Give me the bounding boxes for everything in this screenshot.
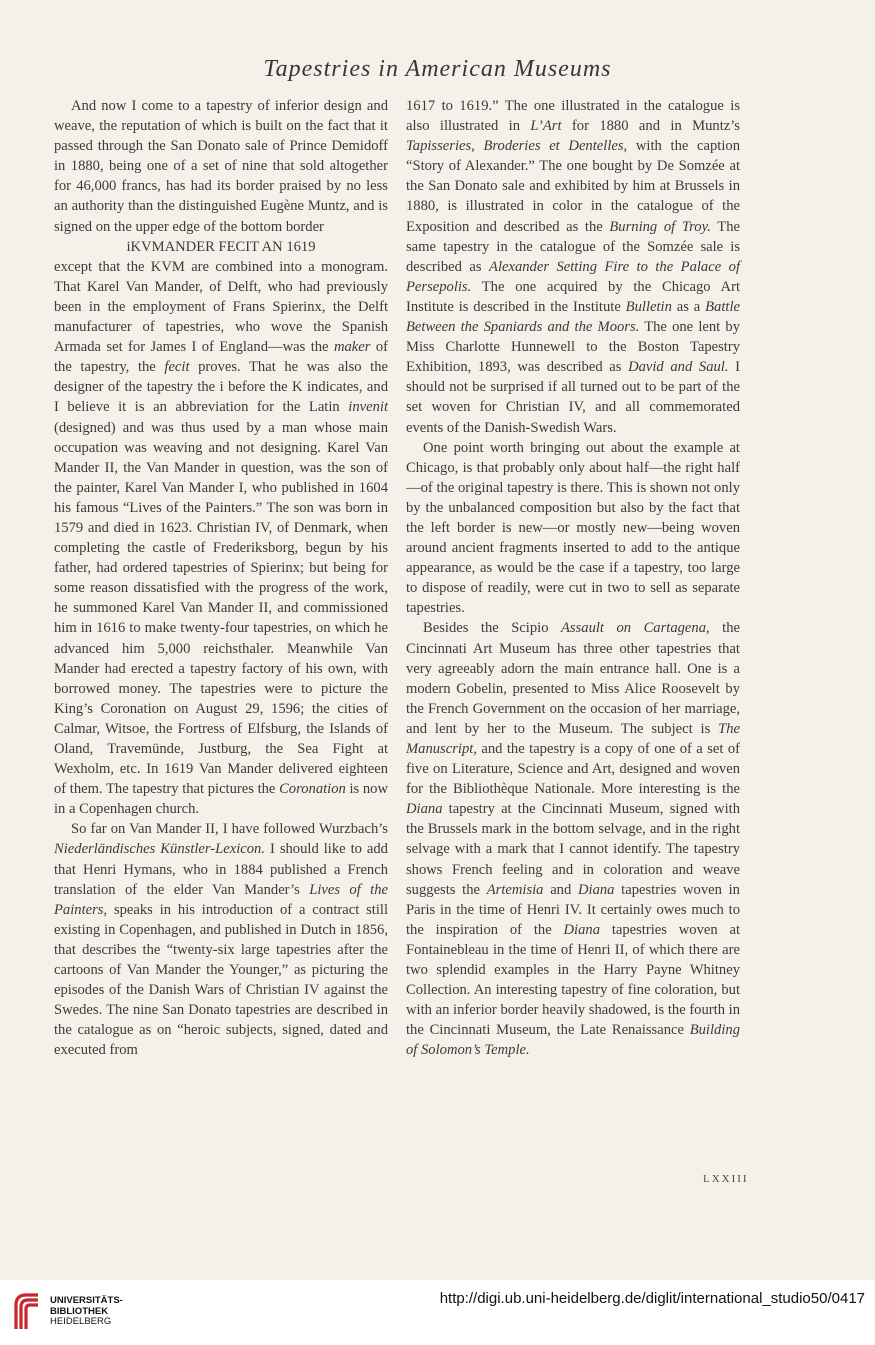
library-name: UNIVERSITÄTS- BIBLIOTHEK HEIDELBERG	[50, 1295, 123, 1327]
source-url[interactable]: http://digi.ub.uni-heidelberg.de/diglit/international_studio50/0417	[439, 1290, 865, 1307]
library-logo-icon	[10, 1289, 42, 1333]
paragraph: 1617 to 1619.” The one illustrated in the catalogue is also illustrated in L’Art for 1880 and in Muntz’s Tapisseries, Broderies et Dentelles, with the caption “Story of Alexander.” The one bought by De Somzée at the San Donato sale and exhibited by him at Brussels in 1880, is illustrated in color in the catalogue of the Exposition and described as the Burning of Troy. The same tapestry in the catalogue of the Somzée sale is described as Alexander Setting Fire to the Palace of Persepolis. The one acquired by the Chicago Art Institute is described in the Institute Bulletin as a Battle Between the Spaniards and the Moors. The one lent by Miss Charlotte Hunnewell to the Boston Tapestry Exhibition, 1893, was described as David and Saul. I should not be surprised if all turned out to be part of the set woven for Christian IV, and all commemorated events of the Danish-Swedish Wars.	[406, 98, 741, 436]
paragraph: And now I come to a tapestry of inferior design and weave, the reputation of which is built on the fact that it passed through the San Donato sale of Prince Demidoff in 1880, being one of a set of nine that sold altogether for 46,000 francs, has had its border praised by no less an authority than the distinguished Eugène Muntz, and is signed on the upper edge of the bottom border	[54, 98, 388, 235]
left-column	[54, 96, 388, 1061]
page-number: LXXIII	[703, 1173, 749, 1185]
paragraph: So far on Van Mander II, I have followed Wurzbach’s Niederländisches Künstler-Lexicon. I should like to add that Henri Hymans, who in 1884 published a French translation of the elder Van Mander’s Lives of the Painters, speaks in his introduction of a contract still existing in Copenhagen, and published in Dutch in 1856, that describes the “twenty-six large tapestries after the cartoons of Van Mander the Younger,” as picturing the episodes of the Danish Wars of Christian IV against the Swedes. The nine San Donato tapestries are described in the catalogue as on “heroic subjects, signed, dated and executed from	[54, 821, 388, 1059]
paragraph: except that the KVM are combined into a monogram. That Karel Van Mander, of Delft, who had previously been in the employment of Frans Spierinx, the Delft manufacturer of tapestries, who wove the Spanish Armada set for James I of England—was the maker of the tapestry, the fecit proves. That he was also the designer of the tapestry the i before the K indicates, and I believe it is an abbreviation for the Latin invenit (designed) and was thus used by a man whose main occupation was weaving and not designing. Karel Van Mander II, the Van Mander in question, was the son of the painter, Karel Van Mander I, who published in 1604 his famous “Lives of the Painters.” The son was born in 1579 and died in 1623. Christian IV, of Denmark, when completing the castle of Frederiksborg, begun by his father, had ordered tapestries of Spierinx; but being for some reason dissatisfied with the progress of the work, he summoned Karel Van Mander II, and commissioned him in 1616 to make twenty-four tapestries, on which he advanced him 5,000 reichsthaler. Meanwhile Van Mander had erected a tapestry factory of his own, with borrowed money. The tapestries were to picture the King’s Coronation on August 29, 1596; the cities of Calmar, Witsoe, the Fortress of Elfsburg, the Islands of Oland, Travemünde, Justburg, the Sea Fight at Wexholm, etc. In 1619 Van Mander delivered eighteen of them. The tapestry that pictures the Coronation is now in a Copenhagen church.	[54, 258, 388, 818]
right-column	[406, 96, 740, 1061]
paragraph: Besides the Scipio Assault on Cartagena, the Cincinnati Art Museum has three other tapestries that very agreeably adorn the main entrance hall. One is a modern Gobelin, presented to Miss Alice Roosevelt by the French Government on the occasion of her marriage, and lent by her to the Museum. The subject is The Manuscript, and the tapestry is a copy of one of a set of five on Literature, Science and Art, designed and woven for the Bibliothèque Nationale. More interesting is the Diana tapestry at the Cincinnati Museum, signed with the Brussels mark in the bottom selvage, and in the right selvage with a mark that I cannot identify. The tapestry shows French feeling and in coloration and weave suggests the Artemisia and Diana tapestries woven in Paris in the time of Henri IV. It certainly owes much to the inspiration of the Diana tapestries woven at Fontainebleau in the time of Henri II, of which there are two splendid examples in the Harry Payne Whitney Collection. An interesting tapestry of fine coloration, but with an inferior border heavily shadowed, is the fourth in the Cincinnati Museum, the Late Renaissance Building of Solomon’s Temple.	[406, 620, 740, 1059]
inscription: iKVMANDER FECIT AN 1619	[126, 238, 316, 255]
running-title: Tapestries in American Museums	[263, 56, 612, 82]
paragraph: One point worth bringing out about the example at Chicago, is that probably only about half—the right half—of the original tapestry is there. This is shown not only by the unbalanced composition but also by the fact that the left border is new—or mostly new—being woven around ancient fragments inserted to add to the antique appearance, as would be the case if a tapestry, too large to dispose of readily, were cut in two to sell as separate tapestries.	[406, 439, 740, 617]
